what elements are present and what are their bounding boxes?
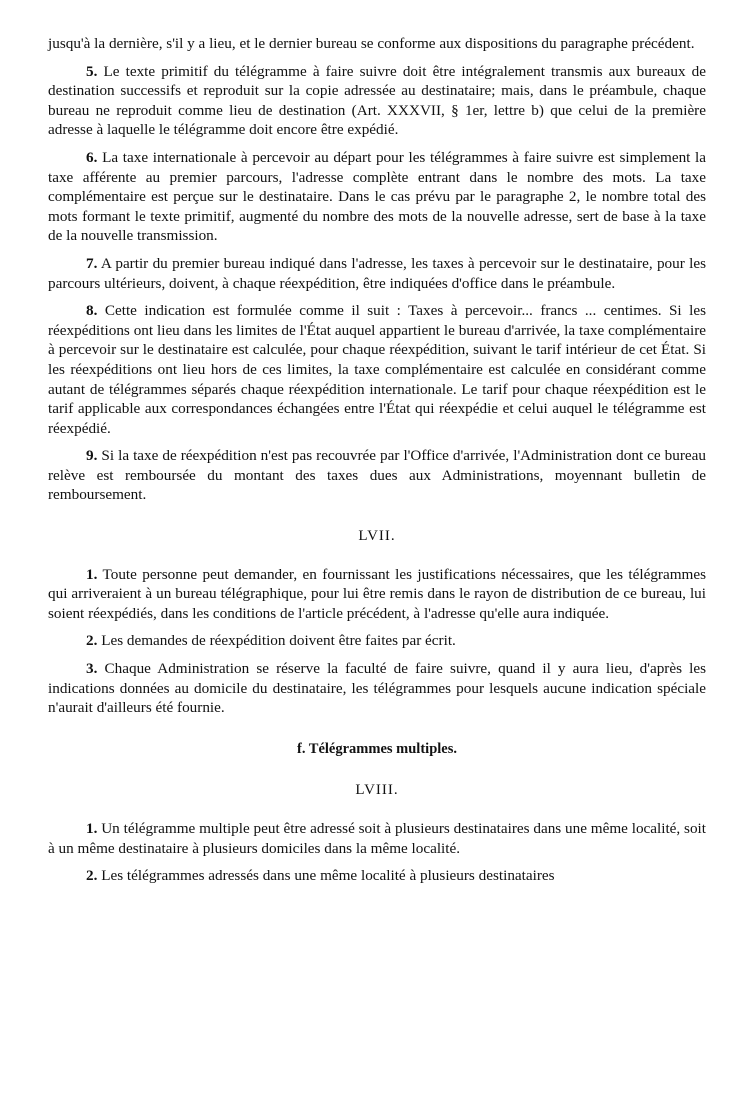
paragraph-number: 6. [86,148,98,166]
section-heading-lvii: LVII. [358,528,396,545]
lvii-paragraph-1: 1. Toute personne peut demander, en fournissant les justifications nécessaires, que les télégrammes qui arriveraient à un bureau télégraphique, pour lui être remis dans le rayon de distribution de ce bureau, lui soient réexpédiés, dans les conditions de l'article précédent, à l'adresse qu'elle aura indiquée. [48,565,706,622]
paragraph-number: 9. [86,447,98,465]
paragraph-number: 1. [86,565,98,583]
paragraph-9: 9. Si la taxe de réexpédition n'est pas recouvrée par l'Office d'arrivée, l'Administration dont ce bureau relève est remboursée du montant des taxes dues aux Administrations, moyennant bulletin de remboursement. [48,447,706,504]
subheading-multiple-telegrams: f. Télégrammes multiples. [296,740,457,757]
paragraph-number: 2. [86,867,98,885]
lvii-paragraph-2: 2. Les demandes de réexpédition doivent être faites par écrit. [86,632,456,650]
paragraph-number: 7. [86,254,98,272]
paragraph-5: 5. Le texte primitif du télégramme à faire suivre doit être intégralement transmis aux bureaux de destination successifs et reproduit sur la copie adressée au destinataire; mais, dans le préambule, chaque bureau ne reproduit comme lieu de destination (Art. XXXVII, § 1er, lettre b) que celui de la première adresse à laquelle le télégramme doit encore être expédié. [48,62,706,139]
paragraph-6: 6. La taxe internationale à percevoir au départ pour les télégrammes à faire suivre est simplement la taxe afférente au premier parcours, l'adresse complète entrant dans le nombre des mots. La taxe complémentaire est perçue sur le destinataire. Dans le cas prévu par le paragraphe 2, le nombre total des mots formant le texte primitif, augmenté du nombre des mots de la nouvelle adresse, sert de base à la taxe de la nouvelle transmission. [48,148,707,245]
lviii-paragraph-1: 1. Un télégramme multiple peut être adressé soit à plusieurs destinataires dans une même localité, soit à un même destinataire à plusieurs domiciles dans la même localité. [48,820,706,857]
lvii-paragraph-3: 3. Chaque Administration se réserve la faculté de faire suivre, quand il y aura lieu, d'après les indications données au domicile du destinataire, les télégrammes pour lesquels aucune indication spéciale n'aurait d'ailleurs été fournie. [48,660,706,717]
paragraph-number: 1. [86,820,98,837]
paragraph-8: 8. Cette indication est formulée comme il suit : Taxes à percevoir... francs ... centimes. Si les réexpéditions ont lieu dans les limites de l'État auquel appartient le bureau d'arrivée, la taxe complémentaire à percevoir sur le destinataire est calculée, pour chaque réexpédition, suivant le tarif intérieur de cet État. Si les réexpéditions ont lieu hors de ces limites, la taxe complémentaire est calculée en considérant comme autant de télégrammes séparés chaque réexpédition internationale. Le tarif pour chaque réexpédition est le tarif applicable aux correspondances échangées entre l'État qui réexpédie et celui auquel le télégramme est réexpédié. [48,302,706,437]
paragraph-number: 3. [86,660,98,678]
paragraph-7: 7. A partir du premier bureau indiqué dans l'adresse, les taxes à percevoir sur le destinataire, pour les parcours ultérieurs, doivent, à chaque réexpédition, être indiquées d'office dans le préambule. [48,254,706,292]
lviii-paragraph-2: 2. Les télégrammes adressés dans une même localité à plusieurs destinataires [86,867,555,885]
paragraph-number: 5. [86,62,98,80]
paragraph-continuation: jusqu'à la dernière, s'il y a lieu, et le dernier bureau se conforme aux dispositions du paragraphe précédent. [48,35,695,52]
section-heading-lviii: LVIII. [355,782,399,799]
paragraph-number: 2. [86,632,98,650]
paragraph-number: 8. [86,302,98,320]
